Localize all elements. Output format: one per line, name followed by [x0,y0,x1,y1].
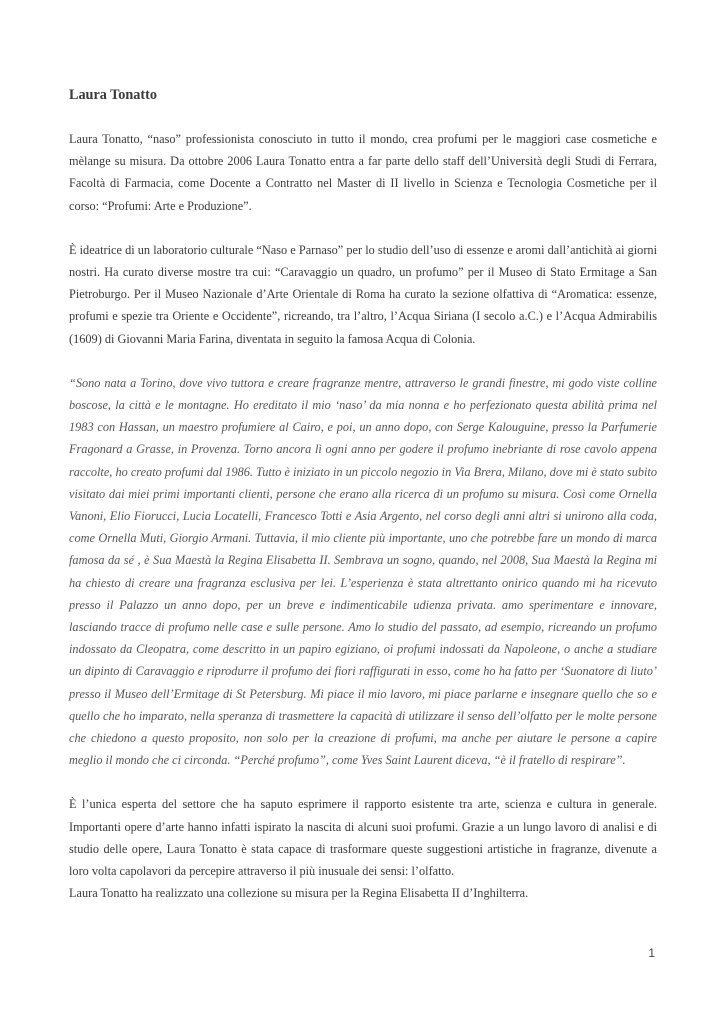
document-body [69,84,657,905]
page-number: 1 [648,946,655,960]
paragraph-quote: “Sono nata a Torino, dove vivo tuttora e creare fragranze mentre, attraverso le grandi finestre, mi godo viste colline boscose, la città e le montagne. Ho ereditato il mio ‘naso’ da mia nonna e ho perfezionato questa abilità prima nel 1983 con Hassan, un maestro profumiere al Cairo, e poi, un anno dopo, con Serge Kalouguine, presso la Parfumerie Fragonard a Grasse, in Provenza. Torno ancora lì ogni anno per godere il profumo inebriante di rose cavolo appena raccolte, ho creato profumi dal 1986. Tutto è iniziato in un piccolo negozio in Via Brera, Milano, dove mi è stato subito visitato dai miei primi importanti clienti, persone che erano alla ricerca di un profumo su misura. Così come Ornella Vanoni, Elio Fiorucci, Lucia Locatelli, Francesco Totti e Asia Argento, nel corso degli anni altri si unirono alla coda, come Ornella Muti, Giorgio Armani. Tuttavia, il mio cliente più importante, uno che potrebbe fare un mondo di marca famosa da sé , è Sua Maestà la Regina Elisabetta II. Sembrava un sogno, quando, nel 2008, Sua Maestà la Regina mi ha chiesto di creare una fragranza esclusiva per lei. L’esperienza è stata altrettanto onirico quando mi ha ricevuto presso il Palazzo un anno dopo, per un breve e indimenticabile udienza privata. amo sperimentare e innovare, lasciando tracce di profumo nelle case e sulle persone. Amo lo studio del passato, ad esempio, ricreando un profumo indossato da Cleopatra, come descritto in un papiro egiziano, oi profumi indossati da Napoleone, o anche a studiare un dipinto di Caravaggio e riprodurre il profumo dei fiori raffigurati in esso, come ho ha fatto per ‘Suonatore di liuto’ presso il Museo dell’Ermitage di St Petersburg. Mi piace il mio lavoro, mi piace parlarne e insegnare quello che so e quello che ho imparato, nella speranza di trasmettere la capacità di utilizzare il senso dell’olfatto per le molte persone che chiedono a questo proposito, non solo per la creazione di profumi, ma anche per aiutare le persone a capire meglio il mondo che ci circonda. “Perché profumo”, come Yves Saint Laurent diceva, “è il fratello di respirare”. [69,375,657,768]
paragraph-expert: È l’unica esperta del settore che ha saputo esprimere il rapporto esistente tra arte, scienza e cultura in generale. Importanti opere d’arte hanno infatti ispirato la nascita di alcuni suoi profumi. Grazie a un lungo lavoro di analisi e di studio delle opere, Laura Tonatto è stata capace di trasformare queste suggestioni artistiche in fragranze, divenute a loro volta capolavori da percepire attraverso il più inusuale dei sensi: l’olfatto. [69,797,657,879]
document-title: Laura Tonatto [69,87,157,103]
paragraph-intro: Laura Tonatto, “naso” professionista conosciuto in tutto il mondo, crea profumi per le maggiori case cosmetiche e mèlange su misura. Da ottobre 2006 Laura Tonatto entra a far parte dello staff dell’Università degli Studi di Ferrara, Facoltà di Farmacia, come Docente a Contratto nel Master di II livello in Scienza e Tecnologia Cosmetiche per il corso: “Profumi: Arte e Produzione”. [69,132,657,213]
paragraph-laboratory: È ideatrice di un laboratorio culturale “Naso e Parnaso” per lo studio dell’uso di essenze e aromi dall’antichità ai giorni nostri. Ha curato diverse mostre tra cui: “Caravaggio un quadro, un profumo” per il Museo di Stato Ermitage a San Pietroburgo. Per il Museo Nazionale d’Arte Orientale di Roma ha curato la sezione olfattiva di “Aromatica: essenze, profumi e spezie tra Oriente e Occidente”, ricreando, tra l’altro, l’Acqua Siriana (I secolo a.C.) e l’Acqua Admirabilis (1609) di Giovanni Maria Farina, diventata in seguito la famosa Acqua di Colonia. [69,242,657,346]
paragraph-collection: Laura Tonatto ha realizzato una collezione su misura per la Regina Elisabetta II d’Inghilterra. [69,886,529,901]
